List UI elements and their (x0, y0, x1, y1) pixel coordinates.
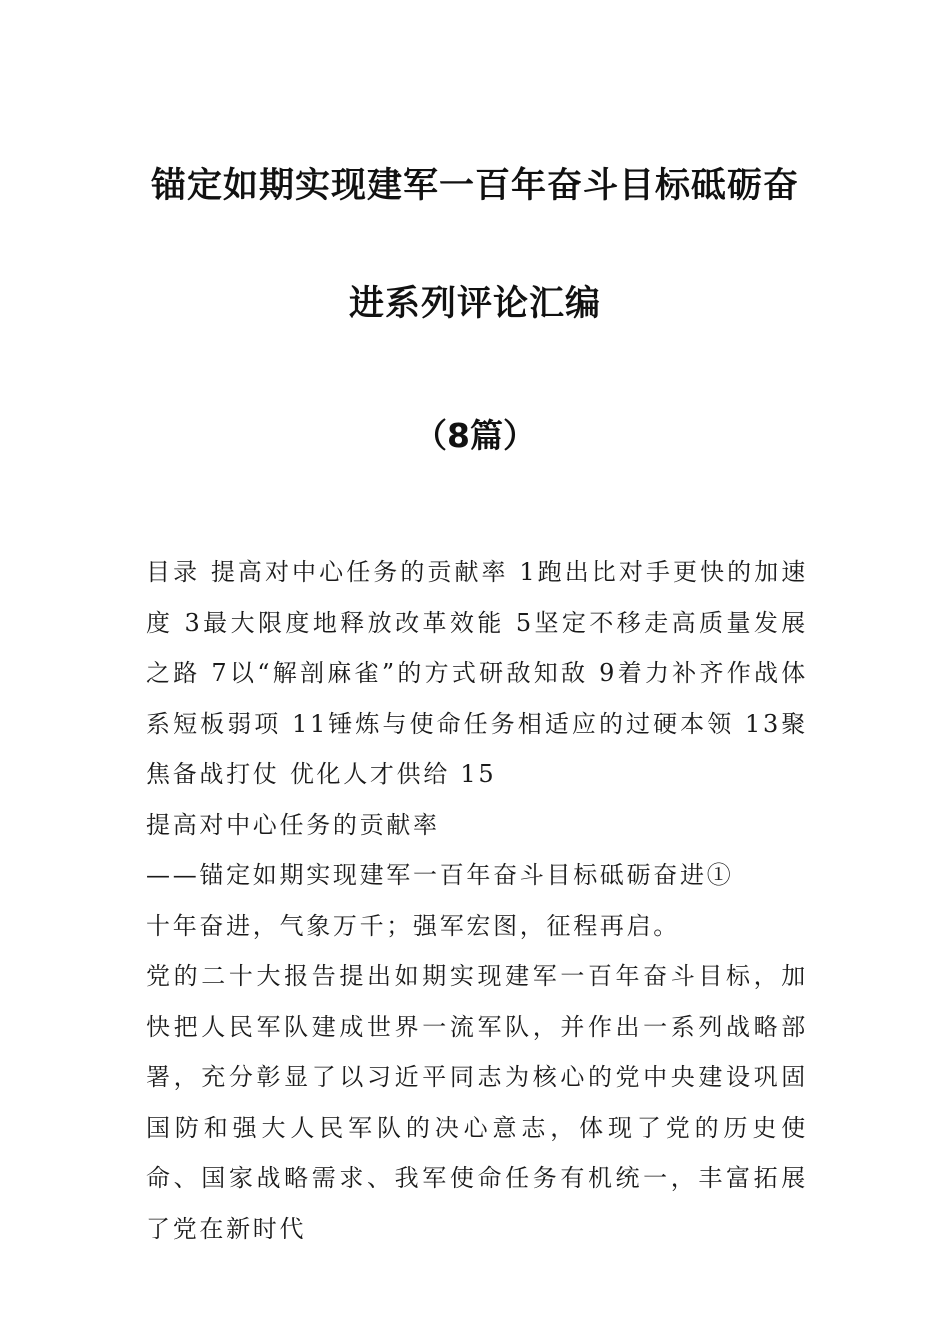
document-body (146, 547, 808, 1254)
document-subtitle: （8篇） (414, 416, 536, 455)
document-title-line-1: 锚定如期实现建军一百年奋斗目标砥砺奋 (150, 166, 799, 206)
section-heading: 提高对中心任务的贡献率 (146, 810, 440, 839)
table-of-contents: 目录 提高对中心任务的贡献率 1跑出比对手更快的加速度 3最大限度地释放改革效能 5坚定不移走高质量发展之路 7以“解剖麻雀”的方式研敌知敌 9着力补齐作战体系短板弱项 11锤炼与使命任务相适应的过硬本领 13聚焦备战打仗 优化人才供给 15 (146, 558, 808, 788)
section-subheading: ——锚定如期实现建军一百年奋斗目标砥砺奋进① (146, 861, 734, 889)
paragraph: 党的二十大报告提出如期实现建军一百年奋斗目标，加快把人民军队建成世界一流军队，并作出一系列战略部署，充分彰显了以习近平同志为核心的党中央建设巩固国防和强大人民军队的决心意志，体现了党的历史使命、国家战略需求、我军使命任务有机统一，丰富拓展了党在新时代 (146, 962, 808, 1243)
paragraph: 十年奋进，气象万千；强军宏图，征程再启。 (146, 911, 680, 940)
document-title-line-2: 进系列评论汇编 (348, 284, 601, 324)
